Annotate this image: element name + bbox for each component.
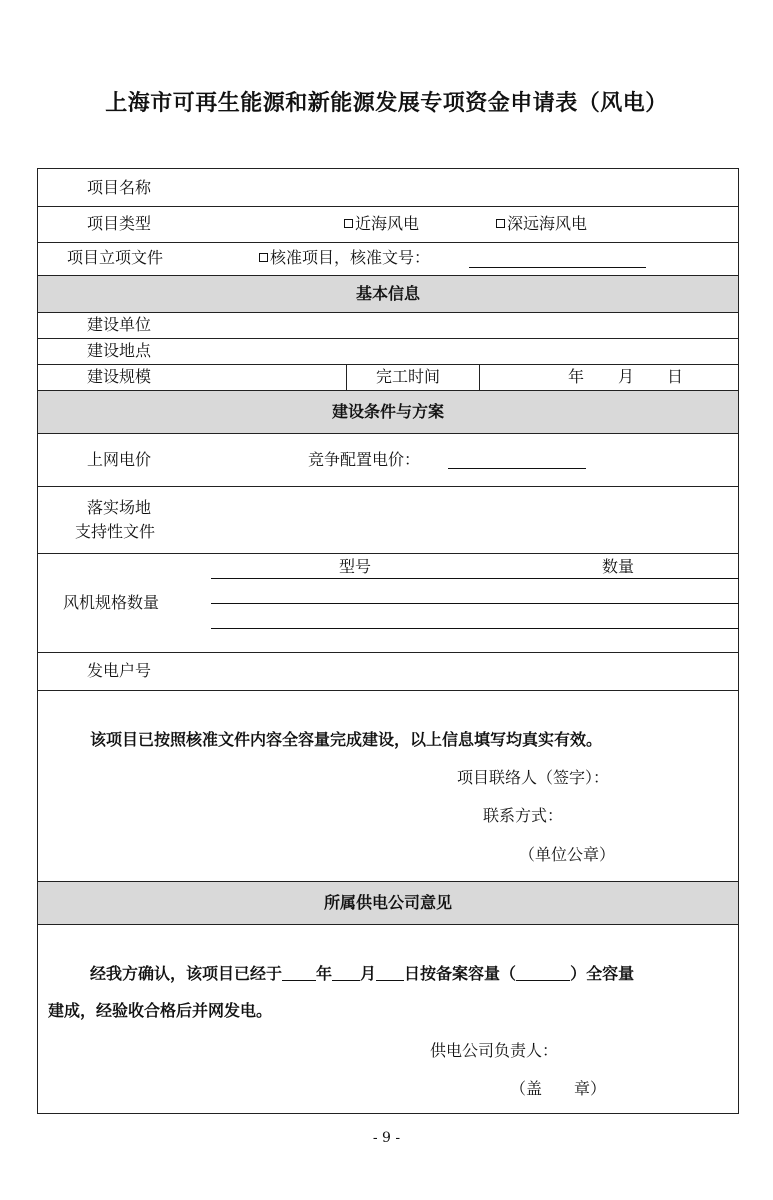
day-label: 日 (667, 367, 684, 386)
supplier-responsible-label: 供电公司负责人： (430, 1041, 559, 1060)
conditions-heading: 建设条件与方案 (331, 402, 444, 421)
application-form (37, 168, 739, 1114)
project-name-label: 项目名称 (87, 178, 152, 197)
competitive-price-label: 竞争配置电价： (308, 450, 421, 469)
turbine-spec-label: 风机规格数量 (63, 593, 160, 612)
year-blank[interactable] (282, 965, 316, 981)
opinion-day-text: 日按备案容量（ (404, 964, 517, 983)
month-blank[interactable] (332, 965, 360, 981)
build-scale-label: 建设规模 (87, 367, 152, 386)
declaration-statement: 该项目已按照核准文件内容全容量完成建设，以上信息填写均真实有效。 (90, 730, 603, 749)
approval-option[interactable] (259, 248, 430, 268)
contact-method-label: 联系方式： (483, 806, 564, 825)
approval-option-label: 核准项目，核准文号： (270, 248, 431, 267)
project-type-label: 项目类型 (87, 214, 152, 233)
contact-person-label: 项目联络人（签字）： (457, 768, 610, 787)
competitive-price-blank[interactable] (448, 468, 586, 469)
build-location-label: 建设地点 (87, 341, 152, 360)
year-label: 年 (568, 367, 585, 386)
site-docs-label-line2: 支持性文件 (75, 522, 156, 541)
checkbox-icon[interactable] (496, 219, 505, 228)
page-number: - 9 - (372, 1130, 401, 1146)
page-title: 上海市可再生能源和新能源发展专项资金申请表（风电） (105, 91, 668, 116)
opinion-line1 (90, 964, 634, 984)
capacity-blank[interactable] (516, 965, 570, 981)
nearshore-option[interactable] (344, 214, 419, 234)
deepsea-label: 深远海风电 (507, 214, 588, 233)
month-label: 月 (618, 367, 635, 386)
approval-file-label: 项目立项文件 (67, 248, 164, 267)
basic-info-heading: 基本信息 (355, 284, 420, 303)
unit-seal-label: （单位公章） (519, 845, 616, 864)
checkbox-icon[interactable] (259, 253, 268, 262)
opinion-line2: 建成，经验收合格后并网发电。 (48, 1001, 273, 1020)
quantity-header: 数量 (602, 557, 635, 576)
completion-time-label: 完工时间 (376, 367, 441, 386)
site-docs-label-line1: 落实场地 (87, 498, 152, 517)
approval-number-blank[interactable] (469, 267, 646, 268)
build-unit-label: 建设单位 (87, 315, 152, 334)
opinion-month: 月 (360, 964, 377, 983)
opinion-heading: 所属供电公司意见 (323, 893, 452, 912)
grid-price-label: 上网电价 (87, 450, 152, 469)
opinion-close: ）全容量 (570, 964, 635, 983)
opinion-text-start: 经我方确认，该项目已经于 (90, 964, 283, 983)
deepsea-option[interactable] (496, 214, 587, 234)
opinion-year: 年 (316, 964, 333, 983)
day-blank[interactable] (376, 965, 404, 981)
account-no-label: 发电户号 (87, 661, 152, 680)
checkbox-icon[interactable] (344, 219, 353, 228)
model-header: 型号 (339, 557, 372, 576)
supplier-stamp-label: （盖 章） (510, 1079, 607, 1098)
nearshore-label: 近海风电 (355, 214, 420, 233)
